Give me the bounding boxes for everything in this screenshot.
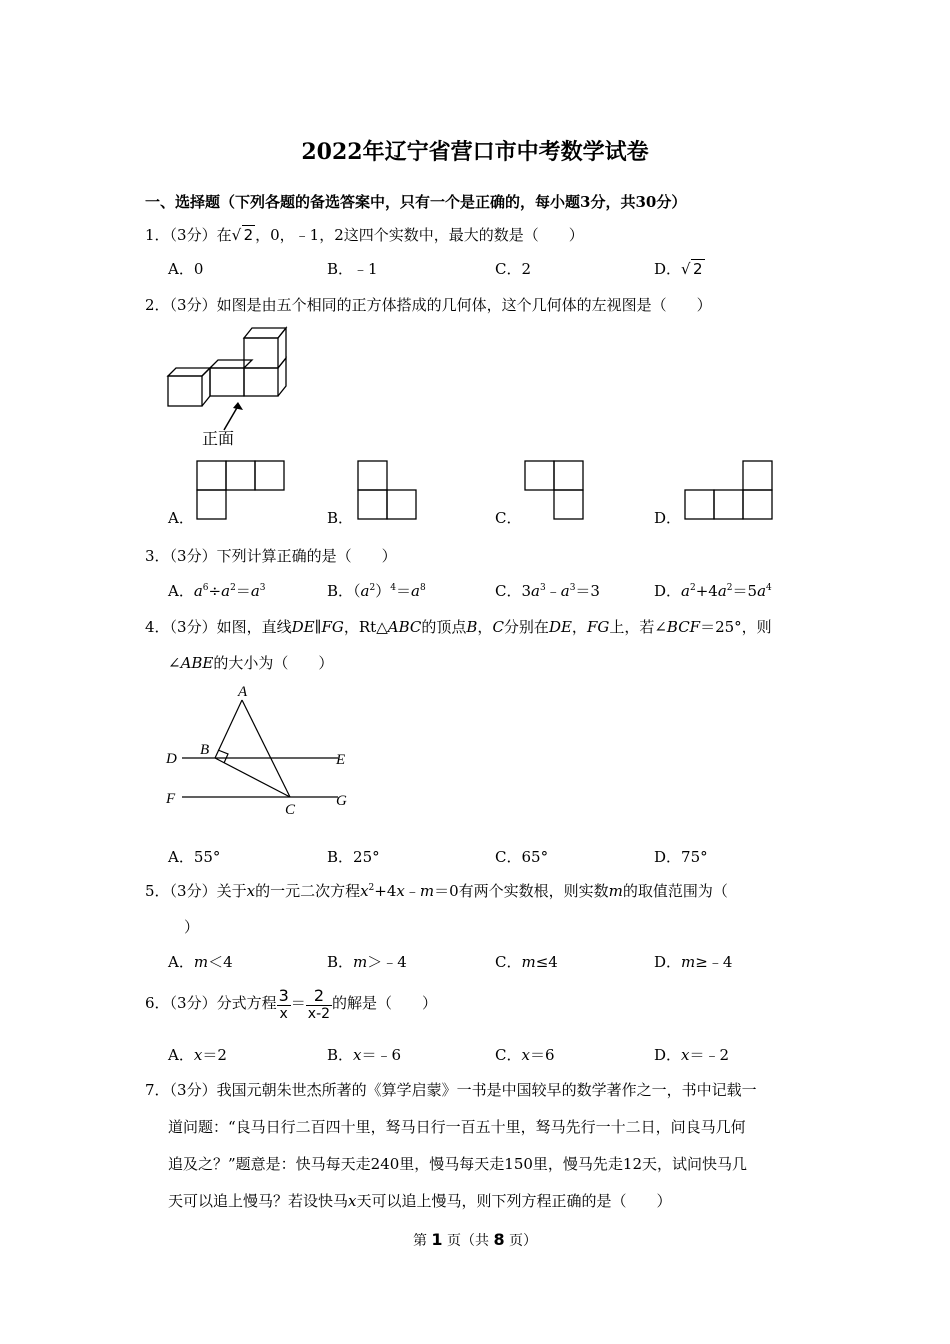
option-c-figure: [524, 460, 586, 522]
option-c[interactable]: C．m≤4: [495, 953, 558, 971]
option-a-figure: [196, 460, 286, 522]
question-7-line-3: 追及之？”题意是：快马每天走240里，慢马每天走150里，慢马先走12天，试问快马几: [168, 1155, 748, 1173]
option-d[interactable]: D．x＝﹣2: [654, 1046, 730, 1064]
option-c[interactable]: C．65°: [495, 848, 549, 866]
question-5-line-2: ）: [184, 918, 200, 936]
point-e-label: E: [336, 752, 346, 768]
point-f-label: F: [166, 791, 176, 807]
option-a[interactable]: A．$a^6\div a^2=a^3$: [168, 582, 266, 600]
point-c-label: C: [285, 802, 296, 818]
page-number: 1: [431, 1230, 443, 1249]
question-text: ，0，﹣1，2这四个实数中，最大的数是（ ）: [255, 226, 584, 244]
question-2: 2．（3分）如图是由五个相同的正方体搭成的几何体，这个几何体的左视图是（ ）: [145, 296, 712, 314]
point-b-label: B: [200, 742, 210, 758]
option-c[interactable]: C．$3a^3﹣a^3=3$: [495, 582, 600, 600]
option-c[interactable]: C．: [495, 509, 522, 527]
cube-solid-figure: [160, 320, 300, 450]
question-7-line-2: 道问题：“良马日行二百四十里，驽马日行一百五十里，驽马先行一十二日，问良马几何: [168, 1118, 746, 1136]
option-d[interactable]: D．$a^2+4a^2=5a^4$: [654, 582, 772, 600]
sqrt-expression: √ 2: [231, 226, 254, 244]
question-4: 4．（3分）如图，直线DE∥FG，Rt△ABC的顶点B，C分别在DE，FG上，若∠BCF＝25°，则: [145, 618, 772, 636]
section-heading: 一、选择题（下列各题的备选答案中，只有一个是正确的，每小题3分，共30分）: [145, 193, 687, 211]
point-a-label: A: [238, 684, 248, 700]
option-d[interactable]: D． √ 2: [654, 260, 703, 278]
option-a[interactable]: A．: [168, 509, 194, 527]
option-b-figure: [357, 460, 419, 522]
option-b[interactable]: B．25°: [327, 848, 380, 866]
question-7: 7．（3分）我国元朝朱世杰所著的《算学启蒙》一书是中国较早的数学著作之一，书中记载一: [145, 1081, 757, 1099]
option-a[interactable]: A．55°: [168, 848, 221, 866]
option-b[interactable]: B．x＝﹣6: [327, 1046, 402, 1064]
question-number: 1．: [145, 226, 170, 244]
option-b[interactable]: B．: [327, 509, 354, 527]
question-5: 5．（3分）关于x的一元二次方程$x^2+4x﹣m=0$有两个实数根，则实数m的取值范围为（: [145, 882, 728, 900]
total-pages: 8: [493, 1230, 505, 1249]
question-text: （3分）在: [169, 226, 232, 244]
option-a[interactable]: A．0: [168, 260, 204, 278]
triangle-figure: [160, 680, 360, 820]
option-b[interactable]: B．﹣1: [327, 260, 378, 278]
page-footer: 第 1 页（共 8 页）: [412, 1230, 538, 1249]
option-a[interactable]: A．x＝2: [168, 1046, 227, 1064]
question-1: [145, 224, 584, 245]
fraction-left: $\frac{3}{x}$: [278, 986, 289, 1022]
option-d-figure: [684, 460, 776, 522]
fraction-right: $\frac{2}{x-2}$: [307, 986, 331, 1022]
question-4-line-2: ∠ABE的大小为（ ）: [168, 654, 334, 672]
page-title: 2022年辽宁省营口市中考数学试卷: [301, 139, 649, 165]
point-g-label: G: [336, 793, 347, 809]
option-d[interactable]: D．m≥﹣4: [654, 953, 733, 971]
option-b[interactable]: B．m＞﹣4: [327, 953, 407, 971]
front-label: 正面: [202, 429, 235, 448]
option-c[interactable]: C．x＝6: [495, 1046, 555, 1064]
option-d[interactable]: D．: [654, 509, 682, 527]
sqrt-expression: √ 2: [681, 260, 703, 278]
question-3: 3．（3分）下列计算正确的是（ ）: [145, 547, 397, 565]
option-d[interactable]: D．75°: [654, 848, 708, 866]
question-7-line-4: 天可以追上慢马？若设快马x天可以追上慢马，则下列方程正确的是（ ）: [168, 1192, 672, 1210]
option-c[interactable]: C．2: [495, 260, 532, 278]
option-a[interactable]: A．m＜4: [168, 953, 233, 971]
question-6: 6．（3分）分式方程 $\frac{3}{x}$ ＝ $\frac{2}{x-2}$ 的解是（ ）: [145, 986, 438, 1022]
option-b[interactable]: B．$(a^2)^4=a^8$: [327, 582, 426, 600]
point-d-label: D: [166, 751, 177, 767]
